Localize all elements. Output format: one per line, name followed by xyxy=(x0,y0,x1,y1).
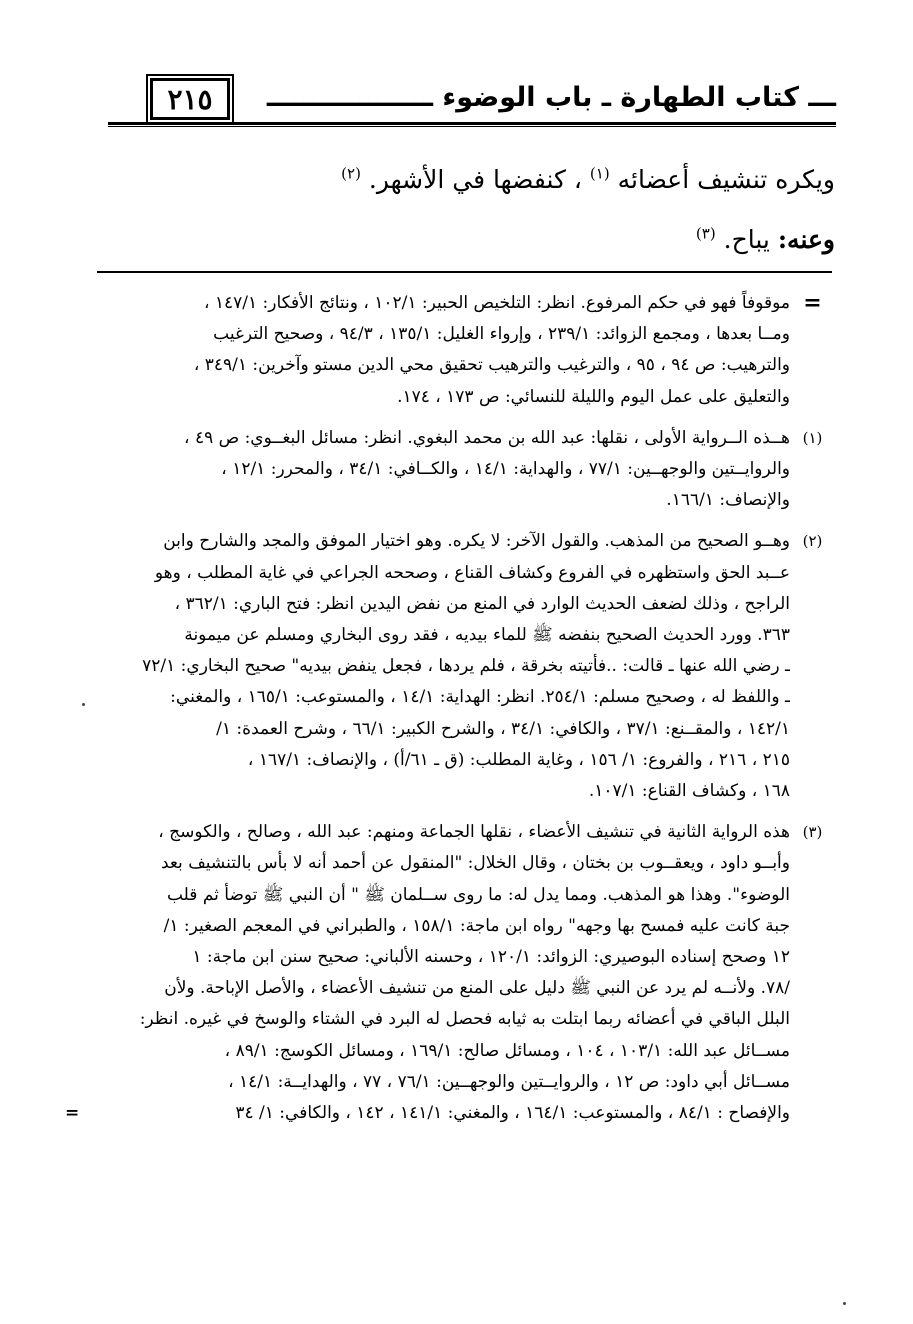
footnote-line: عــبد الحق واستظهره في الفروع وكشاف القناع ، وصححه الجراعي في غاية المطلب ، وهو xyxy=(154,562,790,583)
footnote-line: ٣٦٣. وورد الحديث الصحيح بنفضه ﷺ للماء بيديه ، فقد روى البخاري ومسلم عن ميمونة xyxy=(184,625,790,646)
footnote-line xyxy=(65,1098,790,1129)
main-text-segment: ويكره تنشيف أعضائه xyxy=(617,165,835,194)
footnote-line: هــذه الــرواية الأولى ، نقلها: عبد الله بن محمد البغوي. انظر: مسائل البغــوي: ص ٤٩ ، xyxy=(184,427,790,448)
footnote-line: والترهيب: ص ٩٤ ، ٩٥ ، والترغيب والترهيب تحقيق محي الدين مستو وآخرين: ٣٤٩/١ ، xyxy=(193,355,790,376)
main-text-bold: وعنه: xyxy=(777,225,835,254)
header-rule xyxy=(108,122,836,127)
footnote-1 xyxy=(65,423,835,517)
footnote-marker: = xyxy=(803,290,822,316)
footnote-line: ـ رضي الله عنها ـ قالت: ..فأتيته بخرقة ، فلم يردها ، فجعل ينفض بيديه" صحيح البخاري: ٧٢/١ xyxy=(142,656,790,677)
footnote-body xyxy=(65,288,790,413)
footnote-line: ـ واللفظ له ، وصحيح مسلم: ٢٥٤/١. انظر: الهداية: ١٤/١ ، والمستوعب: ١٦٥/١ ، والمغني: xyxy=(170,687,790,708)
footnote-line: مســائل أبي داود: ص ١٢ ، والروايــتين والوجهــين: ٧٦/١ ، ٧٧ ، والهدايــة: ١٤/١ ، xyxy=(228,1071,790,1092)
footnotes-section xyxy=(65,288,835,1139)
footnote-line: الوضوء". وهذا هو المذهب. ومما يدل له: ما روى ســلمان ﷺ " أن النبي ﷺ توضأ ثم قلب xyxy=(166,884,790,905)
footnote-line: والإنصاف: ١٦٦/١. xyxy=(666,490,790,511)
footnote-3 xyxy=(65,817,835,1129)
main-line-2 xyxy=(95,210,835,270)
footnote-line: ١٢ وصحح إسناده البوصيري: الزوائد: ١٢٠/١ ، وحسنه الألباني: صحيح سنن ابن ماجة: ١ xyxy=(192,947,790,968)
footnote-line: الراجح ، وذلك لضعف الحديث الوارد في المنع من نفض اليدين انظر: فتح الباري: ٣٦٢/١ ، xyxy=(174,593,790,614)
chapter-title: ـــ كتاب الطهارة ـ باب الوضوء ــــــــــــــــــ xyxy=(266,82,836,113)
footnote-ref-2[interactable]: (٢) xyxy=(341,164,361,183)
main-text-segment: ، كنفضها في الأشهر. xyxy=(368,165,582,194)
page-number: ٢١٥ xyxy=(150,78,230,120)
footnote-ref-1[interactable]: (١) xyxy=(589,164,610,183)
main-text xyxy=(95,150,835,270)
footnote-continuation xyxy=(65,288,835,413)
footnote-2 xyxy=(65,526,835,807)
footnote-line: مســائل عبد الله: ١٠٣/١ ، ١٠٤ ، ومسائل صالح: ١٦٩/١ ، ومسائل الكوسج: ٨٩/١ ، xyxy=(224,1040,790,1061)
footnote-marker: (٣) xyxy=(802,823,823,842)
footnote-line: جبة كانت عليه فمسح بها وجهه" رواه ابن ماجة: ١٥٨/١ ، والطبراني في المعجم الصغير: ١/ xyxy=(163,915,790,936)
footnote-line: ٢١٥ ، ٢١٦ ، والفروع: ١/ ١٥٦ ، وغاية المطلب: (ق ـ ٦١/أ) ، والإنصاف: ١٦٧/١ ، xyxy=(247,749,790,770)
footnote-marker: (١) xyxy=(802,428,823,447)
footnote-line: البلل الباقي في أعضائه ربما ابتلت به ثيابه فحصل له البرد في الشتاء والوسخ في غيره. انظر: xyxy=(139,1009,790,1030)
footnote-line: ومــا بعدها ، ومجمع الزوائد: ٢٣٩/١ ، وإرواء الغليل: ١٣٥/١ ، ٩٤/٣ ، وصحيح الترغيب xyxy=(213,324,790,345)
main-line-1 xyxy=(95,150,835,210)
footnote-line: موقوفاً فهو في حكم المرفوع. انظر: التلخيص الحبير: ١٠٢/١ ، ونتائج الأفكار: ١٤٧/١ ، xyxy=(203,293,790,313)
footnote-line: ١٤٢/١ ، والمقــنع: ٣٧/١ ، والكافي: ٣٤/١ ، والشرح الكبير: ٦٦/١ ، وشرح العمدة: ١/ xyxy=(216,718,790,739)
footnote-separator xyxy=(97,271,832,273)
footnote-line: ١٦٨ ، وكشاف القناع: ١٠٧/١. xyxy=(588,781,790,802)
footnote-line: والتعليق على عمل اليوم والليلة للنسائي: ص ١٧٣ ، ١٧٤. xyxy=(397,386,790,407)
main-text-segment: يباح. xyxy=(723,225,770,254)
footnote-marker: (٢) xyxy=(802,532,823,551)
footnote-body xyxy=(65,526,790,807)
footnote-body xyxy=(65,817,790,1129)
continuation-mark: = xyxy=(65,1103,80,1124)
footnote-line-text: والإفصاح : ٨٤/١ ، والمستوعب: ١٦٤/١ ، والمغني: ١٤١/١ ، ١٤٢ ، والكافي: ١/ ٣٤ xyxy=(235,1103,790,1124)
footnote-line: /٧٨. ولأنــه لم يرد عن النبي ﷺ دليل على المنع من تنشيف الأعضاء ، والأصل الإباحة. ولأن xyxy=(164,978,790,999)
scan-speck xyxy=(843,1302,846,1305)
footnote-body xyxy=(65,423,790,517)
footnote-ref-3[interactable]: (٣) xyxy=(695,224,716,243)
footnote-line: وهــو الصحيح من المذهب. والقول الآخر: لا يكره. وهو اختيار الموفق والمجد والشارح وابن xyxy=(163,531,790,552)
footnote-line: هذه الرواية الثانية في تنشيف الأعضاء ، نقلها الجماعة ومنهم: عبد الله ، وصالح ، والكوسج ، xyxy=(158,822,790,843)
scan-speck xyxy=(82,703,85,706)
footnote-line: وأبــو داود ، ويعقــوب بن بختان ، وقال الخلال: "المنقول عن أحمد أنه لا بأس بالتنشيف بعد xyxy=(160,853,790,874)
page-header xyxy=(108,70,836,132)
footnote-line: والروايــتين والوجهــين: ٧٧/١ ، والهداية: ١٤/١ ، والكــافي: ٣٤/١ ، والمحرر: ١٢/١ ، xyxy=(221,459,790,480)
